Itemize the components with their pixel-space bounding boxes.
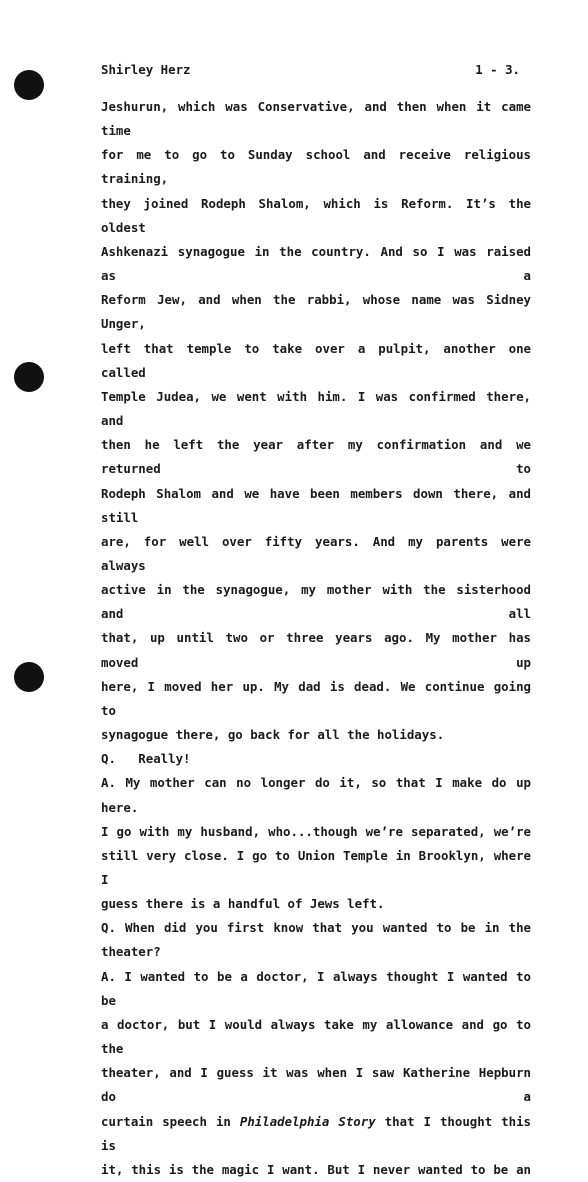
- transcript-line: still very close. I go to Union Temple in Brooklyn, where I: [101, 847, 531, 887]
- transcript-line: are, for well over fifty years. And my parents were always: [101, 533, 531, 573]
- line-segment: curtain speech in: [101, 1113, 231, 1129]
- transcript-line: then he left the year after my confirmation and we returned to: [101, 437, 531, 477]
- transcript-line: Temple Judea, we went with him. I was confirmed there, and: [101, 388, 531, 429]
- binder-hole: [14, 662, 44, 692]
- transcript-line: left that temple to take over a pulpit, another one called: [101, 340, 531, 380]
- transcript-line: I go with my husband, who...though we’re separated, we’re: [101, 823, 531, 839]
- transcript-line: Jeshurun, which was Conservative, and then when it came time: [101, 99, 531, 139]
- answer-line: A. My mother can no longer do it, so that I make do up here.: [101, 775, 531, 815]
- question-line: Q. When did you first know that you wanted to be in the: [101, 920, 531, 936]
- transcript-line: active in the synagogue, my mother with the sisterhood and all: [101, 582, 531, 622]
- transcript-line: Reform Jew, and when the rabbi, whose name was Sidney Unger,: [101, 292, 531, 332]
- transcript-body: [101, 95, 531, 1182]
- transcript-line: Rodeph Shalom and we have been members down there, and still: [101, 485, 531, 525]
- transcript-line: it, this is the magic I want. But I never wanted to be an: [101, 1161, 531, 1177]
- transcript-line: for me to go to Sunday school and receive religious training,: [101, 147, 531, 187]
- page-number: 1 - 3.: [475, 62, 520, 77]
- transcript-line: they joined Rodeph Shalom, which is Reform. It’s the oldest: [101, 195, 531, 235]
- transcript-line: a doctor, but I would always take my allowance and go to the: [101, 1016, 531, 1057]
- transcript-line: Ashkenazi synagogue in the country. And so I was raised as a: [101, 243, 531, 284]
- transcript-line: that, up until two or three years ago. My mother has moved up: [101, 630, 531, 670]
- binder-hole: [14, 70, 44, 100]
- question-line: Q. Really!: [101, 751, 191, 767]
- transcript-line: synagogue there, go back for all the holidays.: [101, 727, 445, 743]
- transcript-line: guess there is a handful of Jews left.: [101, 896, 385, 912]
- transcript-line: here, I moved her up. My dad is dead. We continue going to: [101, 678, 531, 718]
- binder-hole: [14, 362, 44, 392]
- interviewee-name: Shirley Herz: [101, 62, 191, 77]
- transcript-line: theater, and I guess it was when I saw Katherine Hepburn do a: [101, 1065, 531, 1105]
- answer-line: A. I wanted to be a doctor, I always thought I wanted to be: [101, 968, 531, 1008]
- film-title: Philadelphia Story: [239, 1113, 376, 1129]
- line-segment: that I thought this is: [101, 1113, 531, 1153]
- transcript-line: theater?: [101, 944, 161, 960]
- transcript-line: [101, 1110, 531, 1158]
